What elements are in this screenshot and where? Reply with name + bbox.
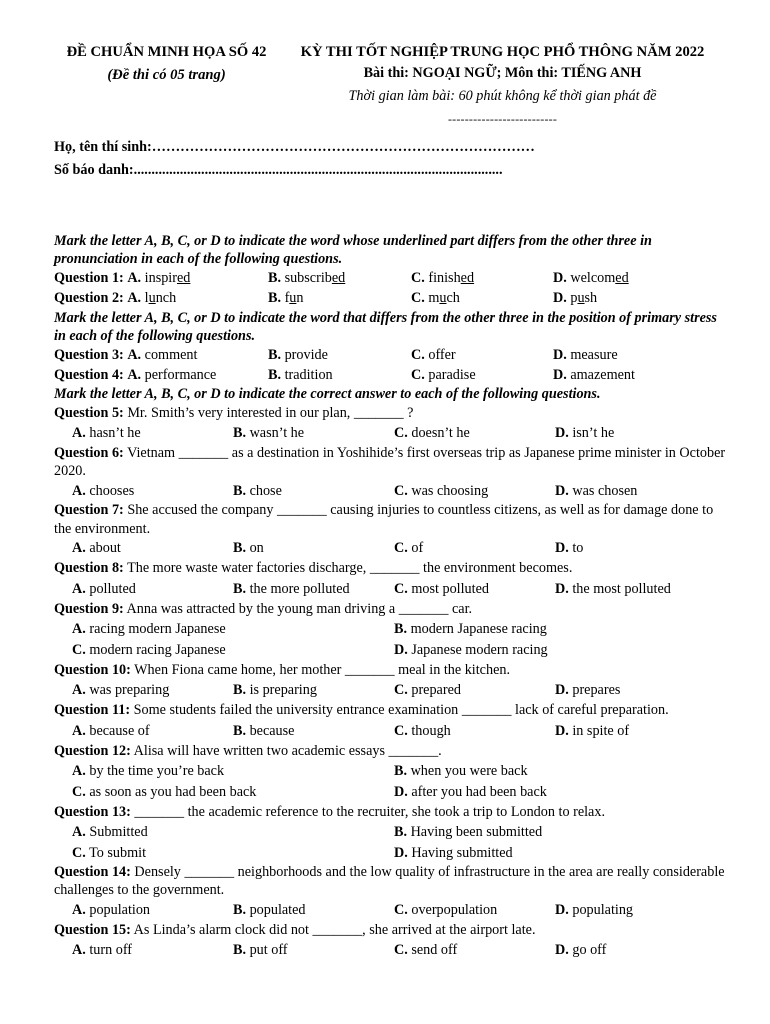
option-c: finished [428, 270, 475, 286]
question-12 [54, 741, 726, 761]
time-line: Thời gian làm bài: 60 phút không kể thời gian phát đề [348, 88, 657, 104]
option-b: Having been submitted [410, 824, 543, 841]
question-9 [54, 599, 726, 619]
option-b: because [249, 722, 295, 739]
question-label: Question 7: [54, 502, 124, 519]
option-a: comment [144, 346, 198, 363]
option-b: provide [284, 346, 328, 363]
option-b: is preparing [249, 682, 317, 699]
option-d: was chosen [572, 482, 638, 499]
exam-title: KỲ THI TỐT NGHIỆP TRUNG HỌC PHỔ THÔNG NĂM 2022 [300, 44, 705, 60]
option-a: because of [89, 722, 150, 739]
question-10 [54, 660, 726, 680]
option-d: the most polluted [572, 580, 671, 597]
option-d: amazement [570, 366, 635, 383]
question-9-options-cd: C. modern racing Japanese D. Japanese modern racing [72, 641, 548, 658]
option-a: hasn’t he [89, 425, 141, 442]
question-label: Question 15: [54, 922, 131, 939]
option-c: was choosing [411, 482, 489, 499]
question-label: Question 4: [54, 366, 124, 383]
option-c: paradise [428, 366, 476, 383]
question-11-options: A. because of B. because C. though D. in spite of [72, 722, 630, 739]
option-c: prepared [411, 682, 461, 699]
option-d: after you had been back [411, 783, 547, 800]
option-c: doesn’t he [411, 425, 470, 442]
question-label: Question 10: [54, 661, 131, 678]
question-text: She accused the company _______ causing injuries to countless citizens, as well as for damage done to the environment. [54, 502, 714, 537]
option-a: racing modern Japanese [89, 621, 226, 638]
option-b: on [249, 540, 264, 557]
option-b: chose [249, 482, 282, 499]
option-b: populated [249, 901, 306, 918]
option-a: about [89, 540, 121, 557]
page-count: (Đề thi có 05 trang) [107, 67, 226, 83]
header-separator: -------------------------- [447, 112, 558, 126]
question-8 [54, 558, 726, 578]
candidate-info [54, 136, 726, 182]
instruction-pronunciation: Mark the letter A, B, C, or D to indicate the word whose underlined part differs from the other three in pronunciation in each of the following questions. [54, 233, 652, 267]
candidate-name-line: Họ, tên thí sinh:……………………………………………………………………… [54, 139, 535, 155]
option-a: chooses [89, 482, 135, 499]
question-text: Mr. Smith’s very interested in our plan, _______ ? [127, 405, 414, 422]
option-a: performance [144, 366, 217, 383]
option-a: turn off [89, 942, 133, 959]
option-c: as soon as you had been back [89, 783, 257, 800]
option-d: prepares [572, 682, 621, 699]
question-9-options-ab: A. racing modern Japanese B. modern Japanese racing [72, 621, 547, 638]
question-7-options: A. about B. on C. of D. to [72, 540, 584, 557]
exam-header [54, 42, 726, 130]
header-right [279, 42, 726, 130]
question-5 [54, 403, 726, 423]
question-label: Question 13: [54, 803, 131, 820]
instruction-correct-answer: Mark the letter A, B, C, or D to indicate the correct answer to each of the following questions. [54, 386, 601, 403]
option-b: fun [284, 290, 304, 307]
candidate-id-line: Số báo danh:........................................................................................................ [54, 162, 503, 178]
question-7 [54, 501, 726, 538]
option-d: welcomed [570, 270, 629, 286]
question-14-options: A. population B. populated C. overpopulation D. populating [72, 901, 634, 918]
option-a: population [89, 901, 151, 918]
question-2: Question 2: A. lunch B. fun C. much D. push [54, 290, 598, 307]
question-label: Question 2: [54, 290, 124, 307]
question-label: Question 14: [54, 863, 131, 880]
option-b: wasn’t he [249, 425, 305, 442]
exam-page [54, 42, 726, 961]
instruction-stress: Mark the letter A, B, C, or D to indicate the word that differs from the other three in the position of primary stress in each of the following questions. [54, 309, 717, 344]
option-c: send off [411, 942, 458, 959]
question-text: _______ the academic reference to the recruiter, she took a trip to London to relax. [134, 803, 605, 820]
question-label: Question 12: [54, 743, 131, 760]
option-a: by the time you’re back [89, 763, 225, 780]
question-15 [54, 920, 726, 940]
question-3: Question 3: A. comment B. provide C. offer D. measure [54, 346, 618, 363]
option-c: though [411, 722, 451, 739]
option-d: go off [572, 942, 607, 959]
question-text: The more waste water factories discharge, _______ the environment becomes. [127, 560, 573, 577]
option-a: Submitted [89, 824, 148, 841]
question-text: When Fiona came home, her mother _______ meal in the kitchen. [134, 661, 511, 678]
question-4: Question 4: A. performance B. tradition C. paradise D. amazement [54, 366, 635, 383]
question-12-options-ab: A. by the time you’re back B. when you were back [72, 763, 528, 780]
question-label: Question 8: [54, 560, 124, 577]
question-text: Alisa will have written two academic essays _______. [133, 743, 442, 760]
question-label: Question 9: [54, 600, 124, 617]
question-text: Some students failed the university entrance examination _______ lack of careful preparation. [133, 702, 669, 719]
option-c: most polluted [411, 580, 489, 597]
question-13-options-ab: A. Submitted B. Having been submitted [72, 824, 543, 841]
question-15-options: A. turn off B. put off C. send off D. go off [72, 942, 607, 959]
option-b: put off [249, 942, 288, 959]
option-b: the more polluted [249, 580, 350, 597]
question-label: Question 3: [54, 346, 124, 363]
option-d: to [572, 540, 584, 557]
option-b: subscribed [284, 270, 346, 286]
question-6-options: A. chooses B. chose C. was choosing D. was chosen [72, 482, 638, 499]
option-c: modern racing Japanese [89, 641, 226, 658]
header-left [54, 42, 279, 130]
option-d: in spite of [572, 722, 630, 739]
option-a: polluted [89, 580, 136, 597]
question-12-options-cd: C. as soon as you had been back D. after you had been back [72, 783, 547, 800]
question-10-options: A. was preparing B. is preparing C. prepared D. prepares [72, 682, 621, 699]
question-8-options: A. polluted B. the more polluted C. most polluted D. the most polluted [72, 580, 671, 597]
option-d: isn’t he [572, 425, 615, 442]
option-d: populating [572, 901, 634, 918]
option-c: much [428, 290, 460, 307]
question-5-options: A. hasn’t he B. wasn’t he C. doesn’t he D. isn’t he [72, 425, 615, 442]
question-label: Question 1: [54, 270, 124, 286]
exam-code: ĐỀ CHUẨN MINH HỌA SỐ 42 [66, 44, 267, 60]
option-c: offer [428, 346, 456, 363]
question-14 [54, 863, 726, 900]
question-6 [54, 444, 726, 481]
question-label: Question 6: [54, 444, 124, 461]
option-b: when you were back [410, 763, 528, 780]
option-d: Japanese modern racing [411, 641, 548, 658]
question-11 [54, 700, 726, 720]
option-d: measure [570, 346, 618, 363]
option-c: To submit [89, 844, 147, 861]
question-text: As Linda’s alarm clock did not _______, she arrived at the airport late. [133, 922, 536, 939]
option-a: was preparing [89, 682, 170, 699]
option-b: modern Japanese racing [410, 621, 547, 638]
option-d: push [570, 290, 598, 307]
option-a: lunch [144, 290, 177, 307]
option-c: overpopulation [411, 901, 498, 918]
question-13 [54, 802, 726, 822]
option-a: inspired [144, 270, 191, 286]
option-c: of [411, 540, 424, 557]
question-13-options-cd: C. To submit D. Having submitted [72, 844, 513, 861]
question-1: Question 1: A. inspired B. subscribed C. finished D. welcomed [54, 270, 629, 286]
question-text: Anna was attracted by the young man driving a _______ car. [126, 600, 473, 617]
subject-line: Bài thi: NGOẠI NGỮ; Môn thi: TIẾNG ANH [363, 65, 642, 81]
option-d: Having submitted [411, 844, 513, 861]
question-label: Question 5: [54, 405, 124, 422]
option-b: tradition [284, 366, 333, 383]
question-label: Question 11: [54, 702, 131, 719]
question-text: Vietnam _______ as a destination in Yoshihide’s first overseas trip as Japanese prime minister in October 2020. [54, 444, 726, 480]
question-text: Densely _______ neighborhoods and the low quality of infrastructure in the area are really considerable challenges to the government. [54, 863, 725, 899]
